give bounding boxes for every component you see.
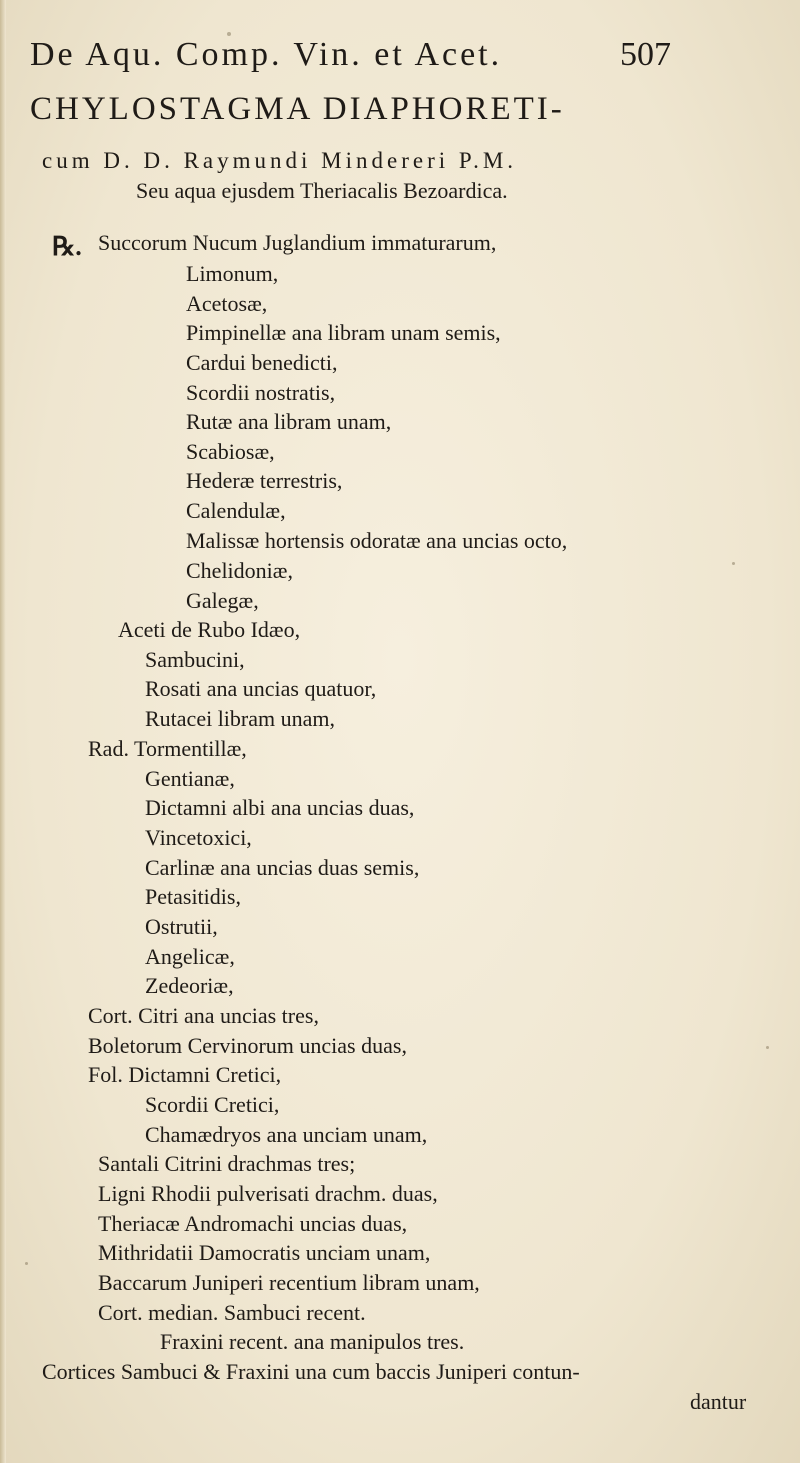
ingredient-line: Dictamni albi ana uncias duas, (145, 795, 415, 820)
ingredient-line: Pimpinellæ ana libram unam semis, (186, 320, 501, 345)
recipe-alt-name: Seu aqua ejusdem Theriacalis Bezoardica. (136, 178, 508, 203)
ingredient-line: Boletorum Cervinorum uncias duas, (88, 1033, 407, 1058)
ingredient-line: Fol. Dictamni Cretici, (88, 1062, 282, 1087)
ingredient-line: Scabiosæ, (186, 439, 275, 464)
ingredient-line: Vincetoxici, (145, 825, 252, 850)
ingredient-line: Santali Citrini drachmas tres; (98, 1151, 356, 1176)
ingredient-line: Ligni Rhodii pulverisati drachm. duas, (98, 1181, 438, 1206)
ingredient-line: Chelidoniæ, (186, 558, 293, 583)
ingredient-line: Mithridatii Damocratis unciam unam, (98, 1240, 431, 1265)
page-edge-shadow (0, 0, 6, 1463)
ingredient-line: Cort. Citri ana uncias tres, (88, 1003, 319, 1028)
paper-speck (766, 1046, 769, 1049)
ingredient-line: Gentianæ, (145, 766, 235, 791)
ingredient-line: Scordii Cretici, (145, 1092, 280, 1117)
ingredient-line: Calendulæ, (186, 498, 286, 523)
ingredient-line: Malissæ hortensis odoratæ ana uncias octo, (186, 528, 568, 553)
recipe-title: CHYLOSTAGMA DIAPHORETI- (30, 91, 565, 127)
ingredient-line: Succorum Nucum Juglandium immaturarum, (98, 230, 497, 255)
ingredient-line: Ostrutii, (145, 914, 218, 939)
paper-speck (25, 1262, 28, 1265)
ingredient-line: Cardui benedicti, (186, 350, 338, 375)
ingredient-line: Rosati ana uncias quatuor, (145, 676, 377, 701)
ingredient-line: Rutacei libram unam, (145, 706, 335, 731)
ingredient-line: Chamædryos ana unciam unam, (145, 1122, 428, 1147)
ingredient-line: Sambucini, (145, 647, 245, 672)
ingredient-line: Baccarum Juniperi recentium libram unam, (98, 1270, 480, 1295)
ingredient-line: Hederæ terrestris, (186, 468, 343, 493)
ingredient-line: Petasitidis, (145, 884, 241, 909)
ingredient-line: Zedeoriæ, (145, 973, 234, 998)
ingredient-line: Cort. median. Sambuci recent. (98, 1300, 366, 1325)
running-header: De Aqu. Comp. Vin. et Acet. (30, 36, 503, 73)
instruction-line: Cortices Sambuci & Fraxini una cum baccis Juniperi contun- (42, 1359, 580, 1384)
ingredient-line: Fraxini recent. ana manipulos tres. (160, 1329, 465, 1354)
ingredient-line: Theriacæ Andromachi uncias duas, (98, 1211, 408, 1236)
ingredient-line: Limonum, (186, 261, 279, 286)
recipe-symbol: ℞. (52, 232, 82, 261)
paper-speck (732, 562, 735, 565)
ingredient-line: Scordii nostratis, (186, 380, 336, 405)
ingredient-line: Rad. Tormentillæ, (88, 736, 247, 761)
ingredient-line: Acetosæ, (186, 291, 268, 316)
ingredient-line: Galegæ, (186, 588, 259, 613)
ingredient-line: Rutæ ana libram unam, (186, 409, 392, 434)
page-number: 507 (620, 36, 671, 73)
ingredient-line: Aceti de Rubo Idæo, (118, 617, 301, 642)
ingredient-line: Carlinæ ana uncias duas semis, (145, 855, 420, 880)
instruction-line: dantur (690, 1389, 747, 1414)
recipe-author: cum D. D. Raymundi Mindereri P.M. (42, 148, 518, 173)
ingredient-line: Angelicæ, (145, 944, 235, 969)
paper-speck (227, 32, 231, 36)
